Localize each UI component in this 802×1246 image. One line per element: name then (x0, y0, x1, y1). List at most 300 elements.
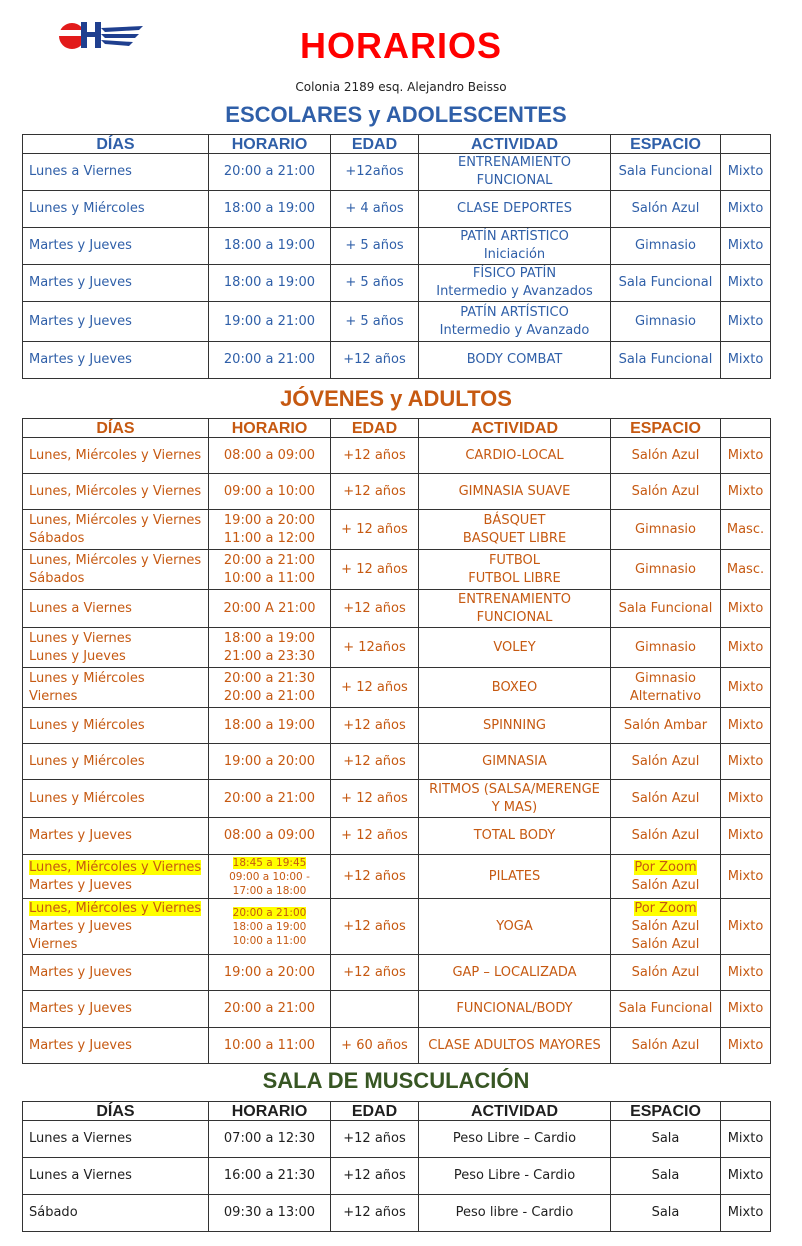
column-header (721, 135, 771, 154)
dias-cell (23, 474, 209, 510)
actividad-cell (419, 154, 611, 191)
cell-line: Sala Funcional (618, 1001, 713, 1016)
cell-line: 09:00 a 10:00 (223, 483, 316, 499)
tipo-cell: Mixto (721, 191, 771, 228)
cell-line: 20:00 a 21:00 (223, 688, 316, 704)
cell-line: Sala (651, 1131, 680, 1146)
actividad-cell (419, 265, 611, 302)
edad-cell: + 60 años (331, 1028, 419, 1064)
espacio-cell (611, 708, 721, 744)
cell-line: 09:30 a 13:00 (223, 1205, 316, 1220)
espacio-cell (611, 510, 721, 550)
cell-line: Lunes a Viernes (29, 1131, 132, 1146)
dias-cell (23, 955, 209, 991)
column-header: HORARIO (209, 1102, 331, 1121)
cell-line: Lunes a Viernes (29, 164, 132, 179)
table-row (23, 955, 771, 991)
table-row (23, 628, 771, 668)
cell-line: Sábados (29, 530, 85, 546)
table-row (23, 1121, 771, 1158)
table-row (23, 708, 771, 744)
edad-cell: +12 años (331, 855, 419, 899)
highlighted-text: Lunes, Miércoles y Viernes (29, 900, 202, 916)
actividad-cell (419, 228, 611, 265)
cell-line: 19:00 a 20:00 (223, 964, 316, 980)
cell-line: GIMNASIA (482, 753, 547, 769)
edad-cell: +12 años (331, 955, 419, 991)
dias-cell (23, 628, 209, 668)
cell-line: Sala (651, 1168, 680, 1183)
column-header (721, 1102, 771, 1121)
cell-line: GIMNASIA SUAVE (458, 483, 571, 499)
cell-line: FUTBOL LIBRE (468, 570, 561, 586)
edad-cell: +12 años (331, 744, 419, 780)
cell-line: 19:00 a 20:00 (223, 753, 316, 769)
tipo-cell: Mixto (721, 1158, 771, 1195)
edad-cell: +12 años (331, 1158, 419, 1195)
horario-cell (209, 228, 331, 265)
cell-line: 20:00 a 21:00 (223, 352, 316, 367)
schedule-table-jovenes (22, 418, 771, 1064)
horario-cell (209, 342, 331, 379)
actividad-cell (419, 1195, 611, 1232)
espacio-cell (611, 955, 721, 991)
espacio-cell (611, 1028, 721, 1064)
column-header: ACTIVIDAD (419, 1102, 611, 1121)
dias-cell (23, 438, 209, 474)
cell-line: FUNCIONAL (476, 609, 553, 625)
cell-line: Salón Azul (631, 936, 700, 952)
actividad-cell (419, 550, 611, 590)
tipo-cell: Mixto (721, 991, 771, 1028)
cell-line: 18:00 a 19:00 (232, 920, 307, 933)
table-row (23, 1158, 771, 1195)
schedule-table-escolares (22, 134, 771, 379)
cell-line: Lunes y Miércoles (29, 201, 145, 216)
tipo-cell: Mixto (721, 1195, 771, 1232)
edad-cell: +12 años (331, 899, 419, 955)
cell-line: 20:00 a 21:00 (223, 790, 316, 806)
cell-line: Lunes, Miércoles y Viernes (29, 447, 202, 463)
cell-line: 19:00 a 20:00 (223, 512, 316, 528)
tipo-cell: Mixto (721, 780, 771, 818)
dias-cell (23, 991, 209, 1028)
edad-cell: +12 años (331, 708, 419, 744)
cell-line: PILATES (488, 868, 541, 884)
cell-line: Sala Funcional (618, 352, 713, 367)
espacio-cell (611, 1121, 721, 1158)
table-row (23, 191, 771, 228)
cell-line: Sábado (29, 1205, 78, 1220)
column-header: EDAD (331, 1102, 419, 1121)
cell-line: Peso Libre – Cardio (452, 1131, 577, 1146)
actividad-cell (419, 708, 611, 744)
cell-line: Lunes a Viernes (29, 600, 132, 616)
dias-cell (23, 744, 209, 780)
cell-line (613, 900, 718, 918)
cell-line: Martes y Jueves (29, 1037, 132, 1053)
tipo-cell: Mixto (721, 342, 771, 379)
cell-line: PATÍN ARTÍSTICO (460, 304, 569, 320)
cell-line: Lunes y Miércoles (29, 753, 145, 769)
actividad-cell (419, 818, 611, 855)
cell-line: 20:00 a 21:00 (223, 1001, 316, 1016)
cell-line: Sábados (29, 570, 85, 586)
section-title-musculacion: SALA DE MUSCULACIÓN (262, 1068, 530, 1093)
cell-line: 20:00 a 21:00 (223, 552, 316, 568)
horario-cell (209, 955, 331, 991)
actividad-cell (419, 438, 611, 474)
cell-line: Martes y Jueves (29, 275, 132, 290)
horario-cell (209, 818, 331, 855)
dias-cell (23, 855, 209, 899)
table-row (23, 744, 771, 780)
cell-line: Martes y Jueves (29, 918, 132, 934)
table-row (23, 1195, 771, 1232)
horario-cell (209, 1195, 331, 1232)
actividad-cell (419, 780, 611, 818)
cell-line: 10:00 a 11:00 (223, 570, 316, 586)
cell-line: Lunes y Miércoles (29, 717, 145, 733)
table-row (23, 510, 771, 550)
cell-line: CARDIO-LOCAL (465, 447, 564, 463)
dias-cell (23, 1121, 209, 1158)
edad-cell: + 5 años (331, 302, 419, 342)
table-row (23, 668, 771, 708)
horario-cell (209, 438, 331, 474)
edad-cell: +12años (331, 154, 419, 191)
cell-line: Viernes (29, 688, 78, 704)
espacio-cell (611, 780, 721, 818)
espacio-cell (611, 744, 721, 780)
cell-line: Salón Azul (631, 828, 700, 843)
highlighted-text: Por Zoom (634, 859, 697, 875)
edad-cell: + 5 años (331, 265, 419, 302)
tipo-cell: Mixto (721, 302, 771, 342)
cell-line: Gimnasio (635, 670, 696, 686)
cell-line: Salón Ambar (623, 717, 708, 733)
tipo-cell: Mixto (721, 154, 771, 191)
dias-cell (23, 302, 209, 342)
cell-line: 11:00 a 12:00 (223, 530, 316, 546)
section-title-escolares: ESCOLARES y ADOLESCENTES (225, 102, 567, 127)
cell-line: Peso Libre - Cardio (453, 1168, 576, 1183)
cell-line: 10:00 a 11:00 (223, 1037, 316, 1053)
tipo-cell: Mixto (721, 855, 771, 899)
table-header-row (23, 1102, 771, 1121)
cell-line: Salón Azul (631, 964, 700, 980)
cell-line: 10:00 a 11:00 (232, 934, 307, 947)
cell-line: Peso libre - Cardio (455, 1205, 574, 1220)
cell-line: CLASE ADULTOS MAYORES (428, 1037, 601, 1053)
cell-line (211, 856, 328, 870)
cell-line: Salón Azul (631, 753, 700, 769)
table-header-row (23, 135, 771, 154)
cell-line: PATÍN ARTÍSTICO (460, 229, 569, 244)
cell-line: Salón Azul (631, 790, 700, 806)
column-header: DÍAS (23, 135, 209, 154)
edad-cell: + 4 años (331, 191, 419, 228)
espacio-cell (611, 855, 721, 899)
page-title: HORARIOS (299, 25, 502, 66)
dias-cell (23, 265, 209, 302)
dias-cell (23, 228, 209, 265)
horario-cell (209, 1121, 331, 1158)
espacio-cell (611, 342, 721, 379)
edad-cell: +12 años (331, 590, 419, 628)
cell-line: Lunes, Miércoles y Viernes (29, 552, 202, 568)
dias-cell (23, 668, 209, 708)
cell-line: BÁSQUET (483, 512, 546, 528)
espacio-cell (611, 191, 721, 228)
highlighted-text: Lunes, Miércoles y Viernes (29, 859, 202, 875)
cell-line: Martes y Jueves (29, 313, 132, 329)
cell-line: 09:00 a 10:00 - (229, 870, 310, 883)
horario-cell (209, 780, 331, 818)
dias-cell (23, 191, 209, 228)
table-row (23, 438, 771, 474)
edad-cell: + 12 años (331, 550, 419, 590)
table-row (23, 899, 771, 955)
tipo-cell: Masc. (721, 510, 771, 550)
dias-cell (23, 818, 209, 855)
espacio-cell (611, 154, 721, 191)
column-header: ACTIVIDAD (419, 419, 611, 438)
tipo-cell: Mixto (721, 1028, 771, 1064)
cell-line: TOTAL BODY (473, 828, 556, 843)
espacio-cell (611, 899, 721, 955)
horario-cell (209, 628, 331, 668)
actividad-cell (419, 1028, 611, 1064)
address: Colonia 2189 esq. Alejandro Beisso (295, 80, 507, 94)
actividad-cell (419, 191, 611, 228)
cell-line: Martes y Jueves (29, 964, 132, 980)
cell-line: Salón Azul (631, 447, 700, 463)
cell-line: 18:00 a 19:00 (223, 201, 316, 216)
espacio-cell (611, 668, 721, 708)
cell-line: Martes y Jueves (29, 1001, 132, 1016)
espacio-cell (611, 265, 721, 302)
tipo-cell: Mixto (721, 818, 771, 855)
table-row (23, 474, 771, 510)
table-row (23, 1028, 771, 1064)
tipo-cell: Mixto (721, 899, 771, 955)
tipo-cell: Mixto (721, 474, 771, 510)
espacio-cell (611, 302, 721, 342)
dias-cell (23, 342, 209, 379)
cell-line: Gimnasio (635, 238, 696, 253)
actividad-cell (419, 342, 611, 379)
highlighted-text: 18:45 a 19:45 (232, 856, 307, 869)
edad-cell: + 12 años (331, 780, 419, 818)
cell-line: FUNCIONAL/BODY (456, 1001, 573, 1016)
table-row (23, 154, 771, 191)
tipo-cell: Mixto (721, 668, 771, 708)
horario-cell (209, 550, 331, 590)
table-row (23, 855, 771, 899)
tipo-cell: Masc. (721, 550, 771, 590)
espacio-cell (611, 474, 721, 510)
cell-line: Lunes y Miércoles (29, 670, 145, 686)
cell-line: Salón Azul (631, 918, 700, 934)
cell-line (29, 900, 206, 918)
espacio-cell (611, 991, 721, 1028)
table-row (23, 818, 771, 855)
cell-line: Sala Funcional (618, 600, 713, 616)
cell-line: Alternativo (629, 688, 702, 704)
table-row (23, 265, 771, 302)
cell-line: Iniciación (483, 247, 546, 262)
cell-line: Gimnasio (635, 521, 696, 537)
cell-line: Lunes a Viernes (29, 1168, 132, 1183)
section-title-jovenes: JÓVENES y ADULTOS (280, 386, 512, 411)
cell-line: 19:00 a 21:00 (223, 313, 316, 329)
schedule-table-musculacion (22, 1101, 771, 1232)
edad-cell: +12 años (331, 342, 419, 379)
cell-line: VOLEY (493, 639, 536, 655)
cell-line: 08:00 a 09:00 (223, 447, 316, 463)
table-row (23, 342, 771, 379)
cell-line: Martes y Jueves (29, 828, 132, 843)
cell-line: Lunes, Miércoles y Viernes (29, 512, 202, 528)
espacio-cell (611, 628, 721, 668)
cell-line: BOXEO (491, 679, 538, 695)
table-row (23, 302, 771, 342)
cell-line: ENTRENAMIENTO (458, 591, 571, 607)
horario-cell (209, 855, 331, 899)
horario-cell (209, 302, 331, 342)
cell-line: BASQUET LIBRE (462, 530, 567, 546)
horario-cell (209, 744, 331, 780)
table-row (23, 550, 771, 590)
edad-cell: + 12 años (331, 510, 419, 550)
cell-line (211, 906, 328, 920)
dias-cell (23, 1195, 209, 1232)
cell-line: Sala (651, 1205, 680, 1220)
cell-line: Martes y Jueves (29, 352, 132, 367)
cell-line: 08:00 a 09:00 (223, 828, 316, 843)
cell-line: 20:00 a 21:00 (223, 164, 316, 179)
cell-line: Martes y Jueves (29, 877, 132, 893)
tipo-cell: Mixto (721, 590, 771, 628)
cell-line: Sala Funcional (618, 164, 713, 179)
dias-cell (23, 154, 209, 191)
table-row (23, 991, 771, 1028)
cell-line: Y MAS) (491, 799, 538, 815)
cell-line: Sala Funcional (618, 275, 713, 290)
tipo-cell: Mixto (721, 1121, 771, 1158)
cell-line: 18:00 a 19:00 (223, 275, 316, 290)
edad-cell: + 12 años (331, 668, 419, 708)
actividad-cell (419, 1158, 611, 1195)
tipo-cell: Mixto (721, 628, 771, 668)
horario-cell (209, 154, 331, 191)
cell-line: SPINNING (482, 717, 546, 733)
horario-cell (209, 1028, 331, 1064)
horario-cell (209, 991, 331, 1028)
cell-line: Gimnasio (635, 313, 696, 329)
cell-line: 20:00 A 21:00 (223, 600, 316, 616)
horario-cell (209, 1158, 331, 1195)
cell-line: FÍSICO PATÍN (472, 266, 557, 281)
cell-line: 18:00 a 19:00 (223, 238, 316, 253)
dias-cell (23, 708, 209, 744)
actividad-cell (419, 628, 611, 668)
column-header: HORARIO (209, 135, 331, 154)
column-header: EDAD (331, 419, 419, 438)
tipo-cell: Mixto (721, 744, 771, 780)
horario-cell (209, 590, 331, 628)
table-row (23, 228, 771, 265)
cell-line: Salón Azul (631, 877, 700, 893)
cell-line: Viernes (29, 936, 78, 952)
espacio-cell (611, 1195, 721, 1232)
cell-line: Gimnasio (635, 561, 696, 577)
actividad-cell (419, 955, 611, 991)
column-header: DÍAS (23, 419, 209, 438)
actividad-cell (419, 474, 611, 510)
tipo-cell: Mixto (721, 708, 771, 744)
cell-line: 17:00 a 18:00 (232, 884, 307, 897)
actividad-cell (419, 991, 611, 1028)
dias-cell (23, 780, 209, 818)
cell-line: Lunes y Miércoles (29, 790, 145, 806)
dias-cell (23, 590, 209, 628)
tipo-cell: Mixto (721, 265, 771, 302)
cell-line (29, 859, 206, 877)
column-header: DÍAS (23, 1102, 209, 1121)
column-header: ESPACIO (611, 419, 721, 438)
cell-line: Salón Azul (631, 483, 700, 499)
column-header: EDAD (331, 135, 419, 154)
edad-cell: +12 años (331, 1195, 419, 1232)
cell-line: ENTRENAMIENTO (458, 155, 571, 170)
cell-line: 07:00 a 12:30 (223, 1131, 316, 1146)
actividad-cell (419, 855, 611, 899)
espacio-cell (611, 590, 721, 628)
espacio-cell (611, 550, 721, 590)
edad-cell: +12 años (331, 438, 419, 474)
cell-line: Martes y Jueves (29, 238, 132, 253)
cell-line: Lunes y Viernes (29, 630, 132, 646)
dias-cell (23, 1028, 209, 1064)
edad-cell: + 12 años (331, 818, 419, 855)
edad-cell: + 5 años (331, 228, 419, 265)
dias-cell (23, 1158, 209, 1195)
actividad-cell (419, 668, 611, 708)
edad-cell: +12 años (331, 1121, 419, 1158)
espacio-cell (611, 228, 721, 265)
highlighted-text: Por Zoom (634, 900, 697, 916)
horario-cell (209, 668, 331, 708)
horario-cell (209, 191, 331, 228)
table-header-row (23, 419, 771, 438)
table-row (23, 590, 771, 628)
dias-cell (23, 550, 209, 590)
cell-line: RITMOS (SALSA/MERENGE (429, 781, 600, 797)
horario-cell (209, 474, 331, 510)
table-row (23, 780, 771, 818)
cell-line: Intermedio y Avanzados (436, 284, 593, 299)
horario-cell (209, 708, 331, 744)
edad-cell: + 12años (331, 628, 419, 668)
cell-line: 20:00 a 21:30 (223, 670, 316, 686)
cell-line: Salón Azul (631, 1037, 700, 1053)
espacio-cell (611, 438, 721, 474)
cell-line: 18:00 a 19:00 (223, 630, 316, 646)
cell-line: 21:00 a 23:30 (223, 648, 316, 664)
edad-cell (331, 991, 419, 1028)
